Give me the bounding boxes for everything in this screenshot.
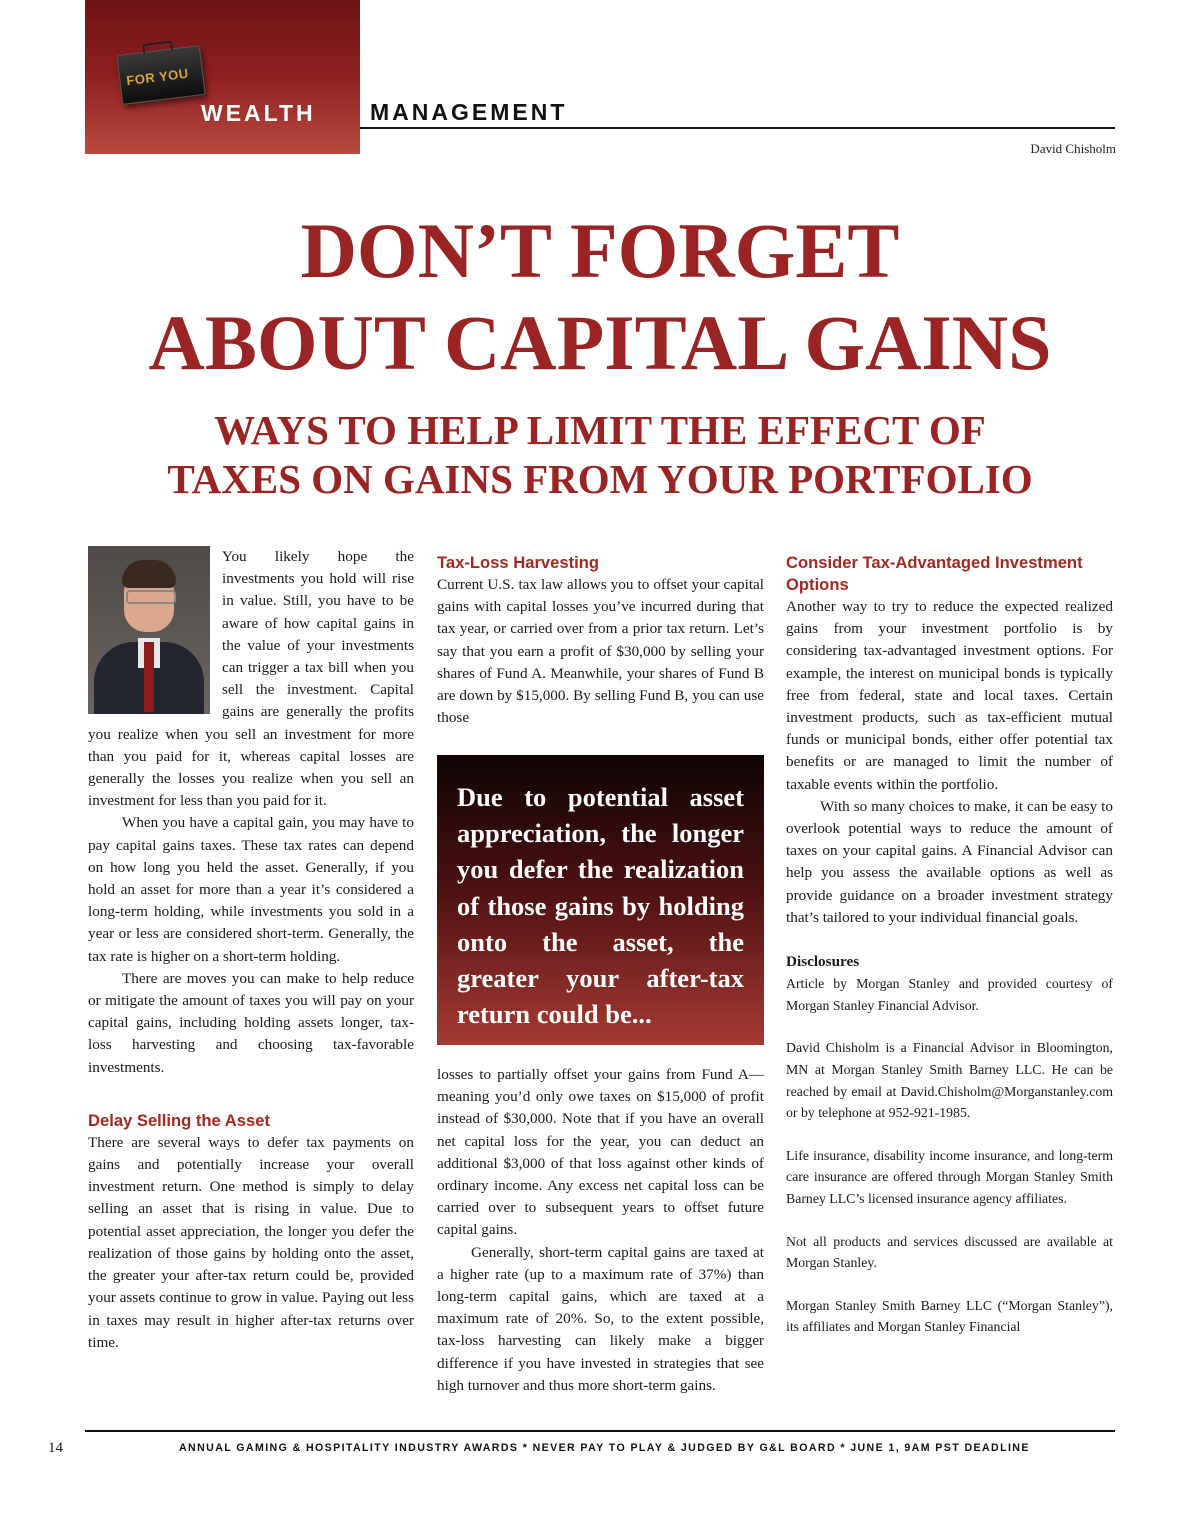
subtitle-line-1: WAYS TO HELP LIMIT THE EFFECT OF	[214, 407, 986, 453]
section-heading: Consider Tax-Advantaged Investment Options	[786, 553, 1083, 594]
disclosure-text: David Chisholm is a Financial Advisor in Bloomington, MN at Morgan Stanley Smith Barney LLC. He can be reached by email at David.Chisholm@Morganstanley.com or by telephone at 952-921-1985.	[786, 1040, 1113, 1121]
disclosure-text: Article by Morgan Stanley and provided courtesy of Morgan Stanley Financial Advisor.	[786, 976, 1113, 1013]
section-heading: Tax-Loss Harvesting	[437, 553, 599, 572]
footer-banner: ANNUAL GAMING & HOSPITALITY INDUSTRY AWARDS * NEVER PAY TO PLAY & JUDGED BY G&L BOARD * JUNE 1, 9AM PST DEADLINE	[179, 1442, 1030, 1454]
title-line-1: DON’T FORGET	[300, 207, 900, 294]
paragraph: Current U.S. tax law allows you to offset your capital gains with capital losses you’ve incurred during that tax year, or carried over from a prior tax return. Let’s say that you earn a profit of $30,000 by selling your shares of Fund A. Meanwhile, your shares of Fund B are down by $15,000. By selling Fund B, you can use those	[437, 576, 764, 727]
title-line-2: ABOUT CAPITAL GAINS	[148, 299, 1052, 386]
author-name: David Chisholm	[1030, 141, 1116, 156]
disclosure-text: Morgan Stanley Smith Barney LLC (“Morgan Stanley”), its affiliates and Morgan Stanley Financial	[786, 1297, 1113, 1335]
pull-quote	[437, 755, 764, 1045]
column-2-bottom	[437, 1064, 764, 1397]
paragraph: With so many choices to make, it can be easy to overlook potential ways to reduce the amount of taxes on your capital gains. A Financial Advisor can help you assess the available options as well as provide guidance on a broader investment strategy that’s tailored to your individual financial goals.	[786, 797, 1113, 926]
disclosure-text: Not all products and services discussed are available at Morgan Stanley.	[786, 1233, 1113, 1271]
paragraph: Generally, short-term capital gains are taxed at a higher rate (up to a maximum rate of 37%) than long-term capital gains, which are taxed at a maximum rate of 20%. So, to the extent possible, tax-loss harvesting can likely make a bigger difference if you have invested in strategies that see high turnover and thus more short-term gains.	[437, 1243, 764, 1394]
briefcase-icon	[116, 45, 205, 105]
section-heading: Delay Selling the Asset	[88, 1110, 270, 1130]
column-1	[88, 546, 414, 1354]
subtitle-line-2: TAXES ON GAINS FROM YOUR PORTFOLIO	[167, 456, 1033, 502]
pull-quote-text: Due to potential asset appreciation, the longer you defer the realization of those gains by holding onto the asset, the greater your after-tax return could be...	[457, 782, 744, 1030]
paragraph: There are several ways to defer tax payments on gains and potentially increase your overall investment return. One method is simply to delay selling an asset that is rising in value. Due to potential asset appreciation, the longer you defer the realization of those gains by holding onto the asset, the greater your after-tax return could be, provided your assets continue to grow in value. Paying out less in taxes may result in higher after-tax returns over time.	[88, 1133, 414, 1351]
section-name-wealth: WEALTH	[201, 100, 316, 126]
paragraph: When you have a capital gain, you may have to pay capital gains taxes. These tax rates can depend on how long you held the asset. Generally, if you hold an asset for more than a year it’s considered a long-term holding, while investments you sold in a year or less are considered short-term. Generally, the tax rate is higher on a short-term holding.	[88, 814, 414, 965]
briefcase-label: FOR YOU	[125, 65, 190, 89]
page-number: 14	[48, 1440, 63, 1456]
article-subtitle	[0, 406, 1200, 504]
column-2-top	[437, 552, 764, 729]
column-3	[786, 552, 1113, 1338]
disclosures-heading: Disclosures	[786, 953, 860, 971]
footer-rule	[85, 1430, 1115, 1432]
paragraph: There are moves you can make to help reduce or mitigate the amount of taxes you will pay on your capital gains, including holding assets longer, tax-loss harvesting and choosing tax-favorable investments.	[88, 969, 414, 1076]
article-title	[0, 205, 1200, 389]
section-name-management: MANAGEMENT	[370, 99, 568, 125]
section-logo	[85, 0, 360, 154]
author-photo	[88, 546, 210, 714]
paragraph: You likely hope the investments you hold will rise in value. Still, you have to be aware of how capital gains in the value of your investments can trigger a tax bill when you sell the investment. Capital gains are generally the profits you realize when you sell an investment for more than you paid for it, whereas capital losses are generally the losses you realize when you sell an investment for less than you paid for it.	[88, 548, 414, 810]
disclosure-text: Life insurance, disability income insurance, and long-term care insurance are offered through Morgan Stanley Smith Barney LLC’s licensed insurance agency affiliates.	[786, 1147, 1113, 1206]
header-rule	[360, 127, 1115, 129]
paragraph: Another way to try to reduce the expected realized gains from your investment portfolio is by considering tax-advantaged investment options. For example, the interest on municipal bonds is typically free from federal, state and local taxes. Certain investment products, such as tax-efficient mutual funds or municipal bonds, either offer potential tax benefits or are managed to limit the number of taxable events within the portfolio.	[786, 598, 1113, 793]
paragraph: losses to partially offset your gains from Fund A—meaning you’d only owe taxes on $15,000 of profit instead of $30,000. Note that if you have an overall net capital loss for the year, you can deduct an additional $3,000 of that loss against other kinds of ordinary income. Any excess net capital loss can be carried over to subsequent years to offset future capital gains.	[437, 1066, 764, 1239]
